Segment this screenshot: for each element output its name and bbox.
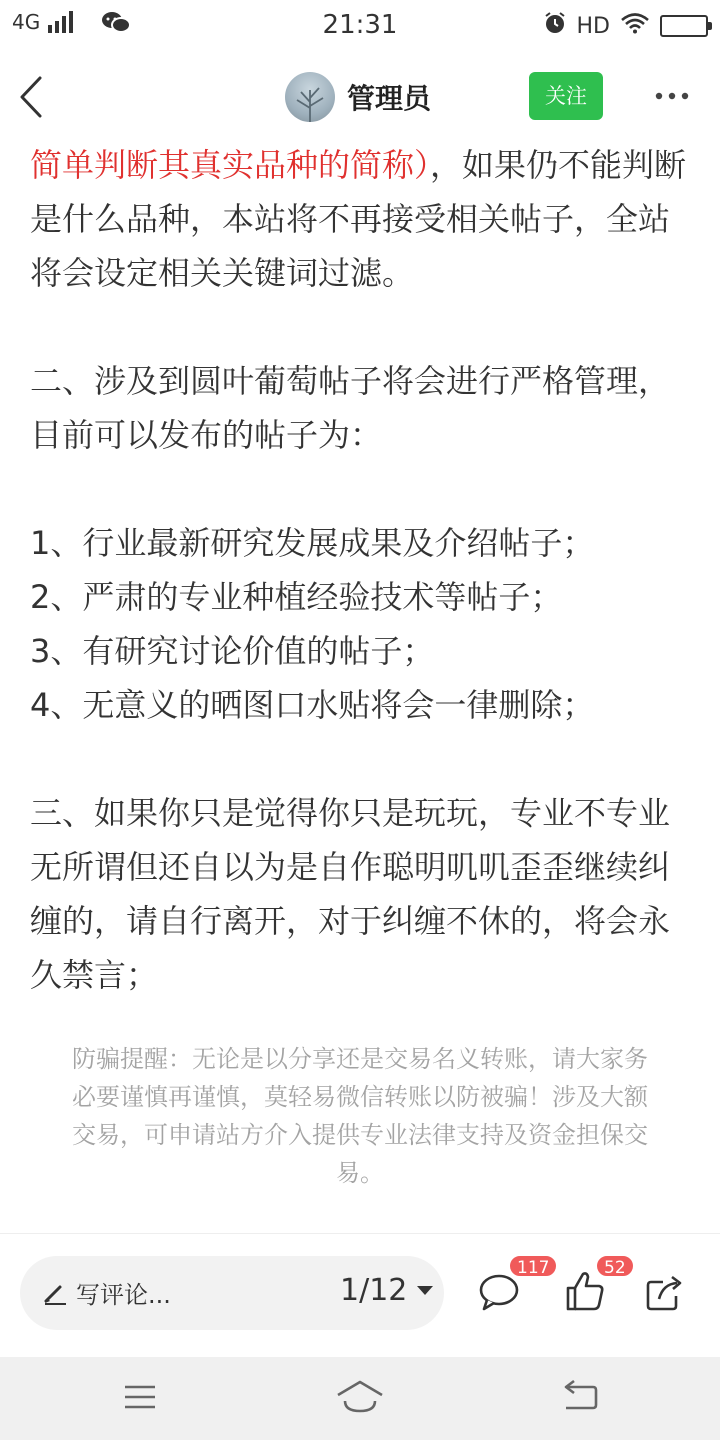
highlight-text: 简单判断其真实品种的简称） bbox=[30, 146, 431, 184]
list-item: 4、无意义的晒图口水贴将会一律删除； bbox=[30, 686, 595, 724]
share-icon bbox=[645, 1274, 685, 1312]
comment-placeholder: 写评论... bbox=[76, 1281, 171, 1309]
author-name[interactable]: 管理员 bbox=[347, 82, 432, 115]
list-item: 1、行业最新研究发展成果及介绍帖子； bbox=[30, 524, 595, 562]
menu-button[interactable] bbox=[122, 1379, 158, 1419]
more-button[interactable] bbox=[652, 84, 692, 108]
clock: 21:31 bbox=[322, 10, 398, 40]
status-right bbox=[543, 11, 708, 41]
list-item: 3、有研究讨论价值的帖子； bbox=[30, 632, 435, 670]
like-button[interactable] bbox=[565, 1258, 626, 1316]
system-navigation-bar bbox=[0, 1357, 720, 1440]
page-indicator: 1/12 bbox=[340, 1273, 408, 1308]
back-arrow-icon bbox=[560, 1379, 600, 1415]
nav-bar bbox=[0, 52, 720, 144]
list-item: 2、严肃的专业种植经验技术等帖子； bbox=[30, 578, 563, 616]
battery-icon bbox=[660, 15, 708, 37]
avatar[interactable] bbox=[285, 72, 335, 122]
article-paragraph-3: 三、如果你只是觉得你只是玩玩，专业不专业无所谓但还自以为是自作聪明叽叽歪歪继续纠缠的，请自行离开，对于纠缠不休的，将会永久禁言； bbox=[30, 794, 671, 994]
alarm-icon bbox=[543, 11, 567, 41]
paragraph-text: ，如果仍不能判断是什么品种，本站将不再接受相关帖子，全站将会设定相关关键词过滤。 bbox=[30, 146, 687, 292]
comment-count-badge: 117 bbox=[508, 1254, 558, 1278]
thumbs-up-icon bbox=[565, 1270, 605, 1312]
system-back-button[interactable] bbox=[560, 1379, 600, 1419]
pencil-icon bbox=[42, 1280, 68, 1306]
home-button[interactable] bbox=[335, 1379, 385, 1419]
fraud-warning-notice: 防骗提醒：无论是以分享还是交易名义转账，请大家务必要谨慎再谨慎，莫轻易微信转账以防被骗！涉及大额交易，可申请站方介入提供专业法律支持及资金担保交易。 bbox=[72, 1045, 648, 1187]
hd-label: HD bbox=[576, 13, 610, 39]
wifi-icon bbox=[620, 12, 650, 40]
follow-button[interactable]: 关注 bbox=[529, 72, 603, 120]
share-button[interactable] bbox=[645, 1274, 685, 1316]
bottom-action-bar bbox=[0, 1233, 720, 1357]
page-selector[interactable] bbox=[340, 1273, 433, 1308]
author-info[interactable] bbox=[285, 72, 431, 122]
network-type: 4G bbox=[12, 10, 41, 34]
more-dots-icon bbox=[652, 84, 692, 108]
article-paragraph-2: 二、涉及到圆叶葡萄帖子将会进行严格管理，目前可以发布的帖子为： bbox=[30, 362, 671, 454]
status-bar bbox=[0, 0, 720, 52]
article-paragraph-1 bbox=[30, 138, 700, 300]
chevron-left-icon bbox=[14, 74, 54, 120]
comment-icon bbox=[478, 1272, 520, 1312]
caret-down-icon bbox=[417, 1286, 433, 1295]
back-button[interactable] bbox=[14, 74, 54, 120]
menu-icon bbox=[122, 1379, 158, 1415]
home-icon bbox=[335, 1379, 385, 1415]
article-body bbox=[30, 138, 700, 1002]
comment-button[interactable] bbox=[478, 1258, 550, 1316]
comment-input[interactable] bbox=[20, 1256, 444, 1330]
like-count-badge: 52 bbox=[595, 1254, 635, 1278]
